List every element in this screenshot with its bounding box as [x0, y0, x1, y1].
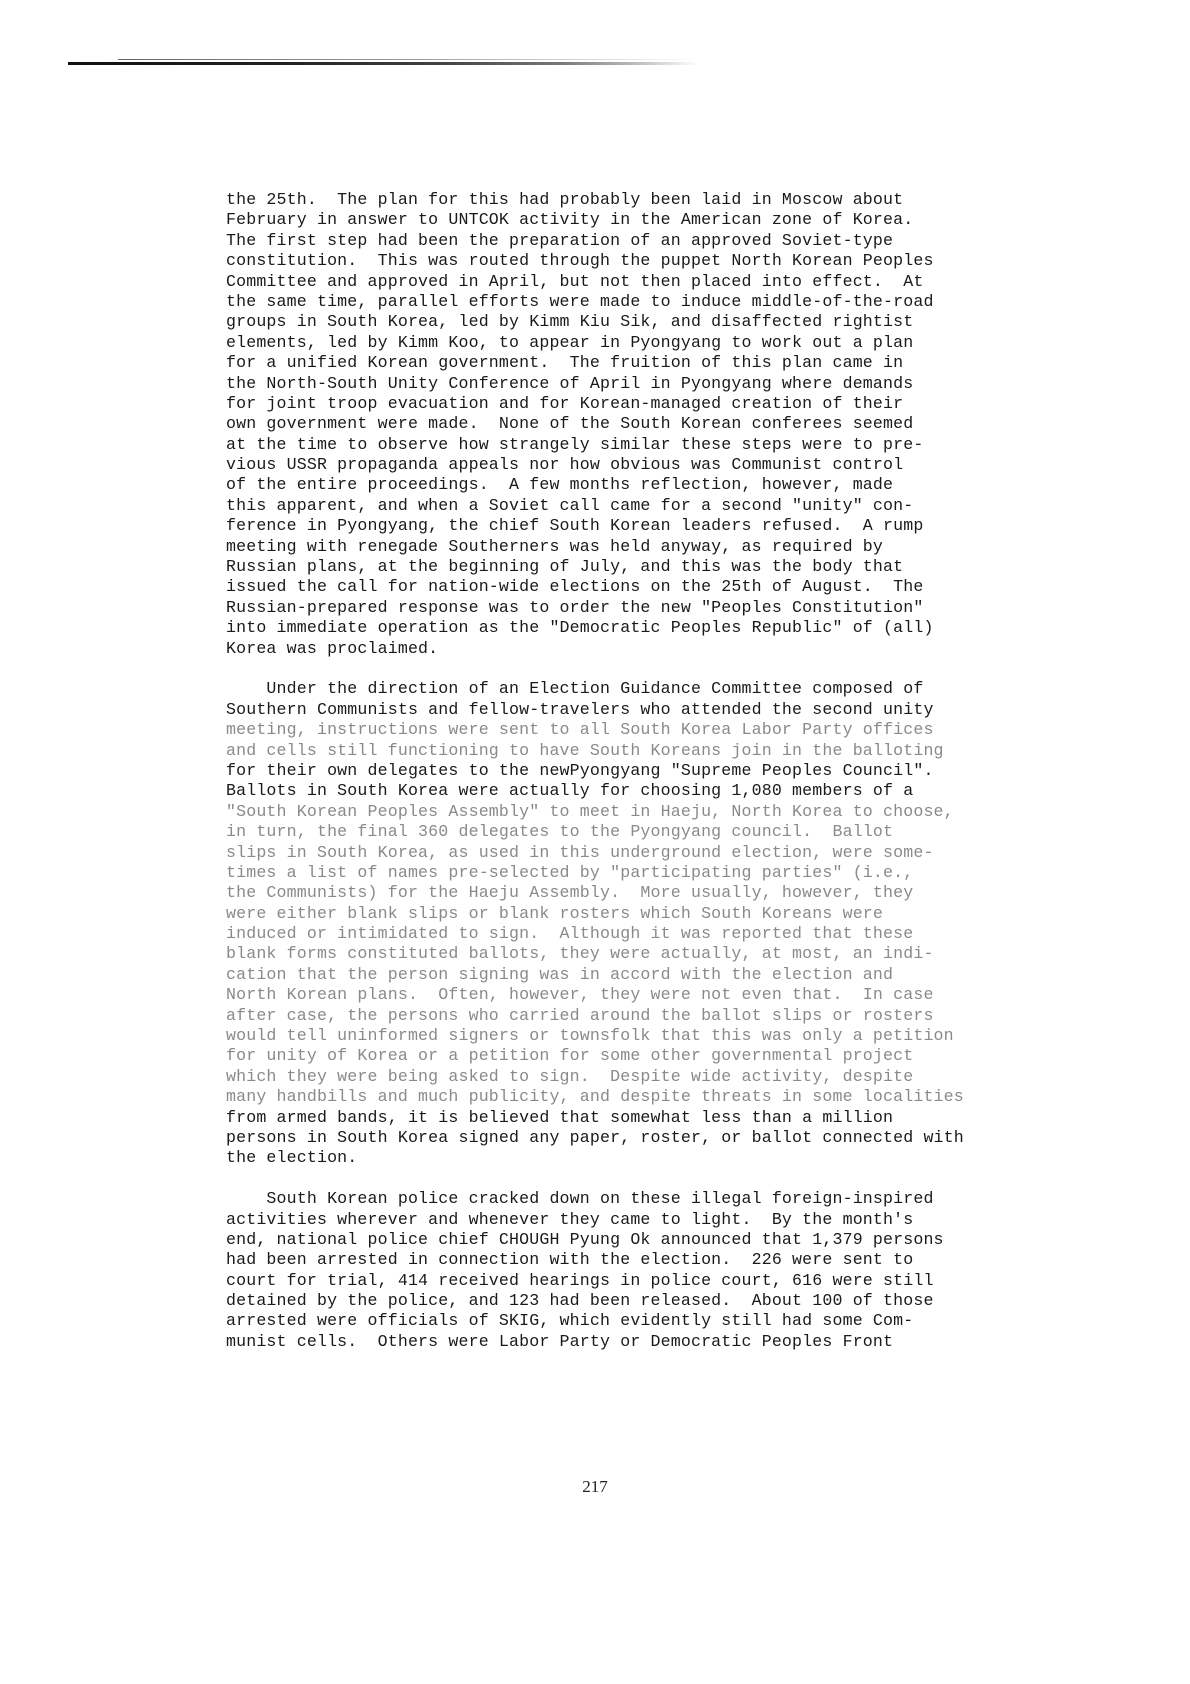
text-line: would tell uninformed signers or townsfolk that this was only a petition — [226, 1026, 954, 1046]
text-line: South Korean police cracked down on these illegal foreign-inspired — [226, 1189, 934, 1209]
text-line: arrested were officials of SKIG, which evidently still had some Com- — [226, 1311, 914, 1331]
text-line: vious USSR propaganda appeals nor how obvious was Communist control — [226, 455, 904, 475]
text-line: issued the call for nation-wide elections on the 25th of August. The — [226, 577, 924, 597]
paragraph-2 — [226, 679, 1006, 1168]
text-line: Russian-prepared response was to order the new "Peoples Constitution" — [226, 597, 924, 617]
text-line: induced or intimidated to sign. Although it was reported that these — [226, 924, 914, 944]
text-line: cation that the person signing was in accord with the election and — [226, 964, 894, 984]
text-line: slips in South Korea, as used in this underground election, were some- — [226, 842, 934, 862]
text-line: the North-South Unity Conference of April in Pyongyang where demands — [226, 373, 914, 393]
text-line: for unity of Korea or a petition for some other governmental project — [226, 1046, 914, 1066]
text-line: this apparent, and when a Soviet call came for a second "unity" con- — [226, 495, 914, 515]
text-line: for a unified Korean government. The fruition of this plan came in — [226, 353, 904, 373]
text-line: activities wherever and whenever they came to light. By the month's — [226, 1209, 914, 1229]
text-line: constitution. This was routed through the puppet North Korean Peoples — [226, 251, 934, 271]
page-number: 217 — [582, 1477, 608, 1496]
page-body — [226, 190, 1006, 1373]
text-line: Under the direction of an Election Guidance Committee composed of — [226, 679, 924, 699]
text-line: in turn, the final 360 delegates to the Pyongyang council. Ballot — [226, 822, 894, 842]
text-line: for their own delegates to the newPyongyang "Supreme Peoples Council". — [226, 760, 934, 780]
text-line: detained by the police, and 123 had been released. About 100 of those — [226, 1291, 934, 1311]
text-line: February in answer to UNTCOK activity in the American zone of Korea. — [226, 210, 914, 230]
text-line: persons in South Korea signed any paper, roster, or ballot connected with — [226, 1127, 964, 1147]
text-line: into immediate operation as the "Democratic Peoples Republic" of (all) — [226, 618, 934, 638]
text-line: Ballots in South Korea were actually for choosing 1,080 members of a — [226, 781, 914, 801]
text-line: ference in Pyongyang, the chief South Korean leaders refused. A rump — [226, 516, 924, 536]
top-rule-shadow — [118, 59, 698, 60]
text-line: the election. — [226, 1148, 358, 1168]
text-line: many handbills and much publicity, and despite threats in some localities — [226, 1087, 964, 1107]
text-line: meeting, instructions were sent to all South Korea Labor Party offices — [226, 720, 934, 740]
text-line: of the entire proceedings. A few months reflection, however, made — [226, 475, 894, 495]
text-line: had been arrested in connection with the election. 226 were sent to — [226, 1250, 914, 1270]
text-line: Committee and approved in April, but not then placed into effect. At — [226, 271, 924, 291]
text-line: Russian plans, at the beginning of July, and this was the body that — [226, 557, 904, 577]
text-line: "South Korean Peoples Assembly" to meet in Haeju, North Korea to choose, — [226, 801, 954, 821]
text-line: North Korean plans. Often, however, they were not even that. In case — [226, 985, 934, 1005]
text-line: The first step had been the preparation of an approved Soviet-type — [226, 230, 894, 250]
text-line: which they were being asked to sign. Despite wide activity, despite — [226, 1066, 914, 1086]
paragraph-1 — [226, 190, 1006, 659]
text-line: the same time, parallel efforts were made to induce middle-of-the-road — [226, 291, 934, 311]
text-line: blank forms constituted ballots, they were actually, at most, an indi- — [226, 944, 934, 964]
text-line: for joint troop evacuation and for Korean-managed creation of their — [226, 393, 904, 413]
text-line: from armed bands, it is believed that somewhat less than a million — [226, 1107, 894, 1127]
text-line: munist cells. Others were Labor Party or Democratic Peoples Front — [226, 1331, 894, 1351]
text-line: Korea was proclaimed. — [226, 638, 439, 658]
text-line: own government were made. None of the South Korean conferees seemed — [226, 414, 914, 434]
text-line: elements, led by Kimm Koo, to appear in Pyongyang to work out a plan — [226, 332, 914, 352]
text-line: the Communists) for the Haeju Assembly. More usually, however, they — [226, 883, 914, 903]
top-horizontal-rule — [68, 62, 698, 65]
text-line: after case, the persons who carried around the ballot slips or rosters — [226, 1005, 934, 1025]
text-line: Southern Communists and fellow-travelers who attended the second unity — [226, 699, 934, 719]
text-line: were either blank slips or blank rosters which South Koreans were — [226, 903, 884, 923]
text-line: the 25th. The plan for this had probably been laid in Moscow about — [226, 190, 904, 209]
text-line: court for trial, 414 received hearings in police court, 616 were still — [226, 1270, 934, 1290]
text-line: at the time to observe how strangely similar these steps were to pre- — [226, 434, 924, 454]
text-line: times a list of names pre-selected by "participating parties" (i.e., — [226, 862, 914, 882]
text-line: groups in South Korea, led by Kimm Kiu Sik, and disaffected rightist — [226, 312, 914, 332]
paragraph-3 — [226, 1189, 1006, 1352]
text-line: end, national police chief CHOUGH Pyung Ok announced that 1,379 persons — [226, 1229, 944, 1249]
text-line: and cells still functioning to have South Koreans join in the balloting — [226, 740, 944, 760]
text-line: meeting with renegade Southerners was held anyway, as required by — [226, 536, 884, 556]
